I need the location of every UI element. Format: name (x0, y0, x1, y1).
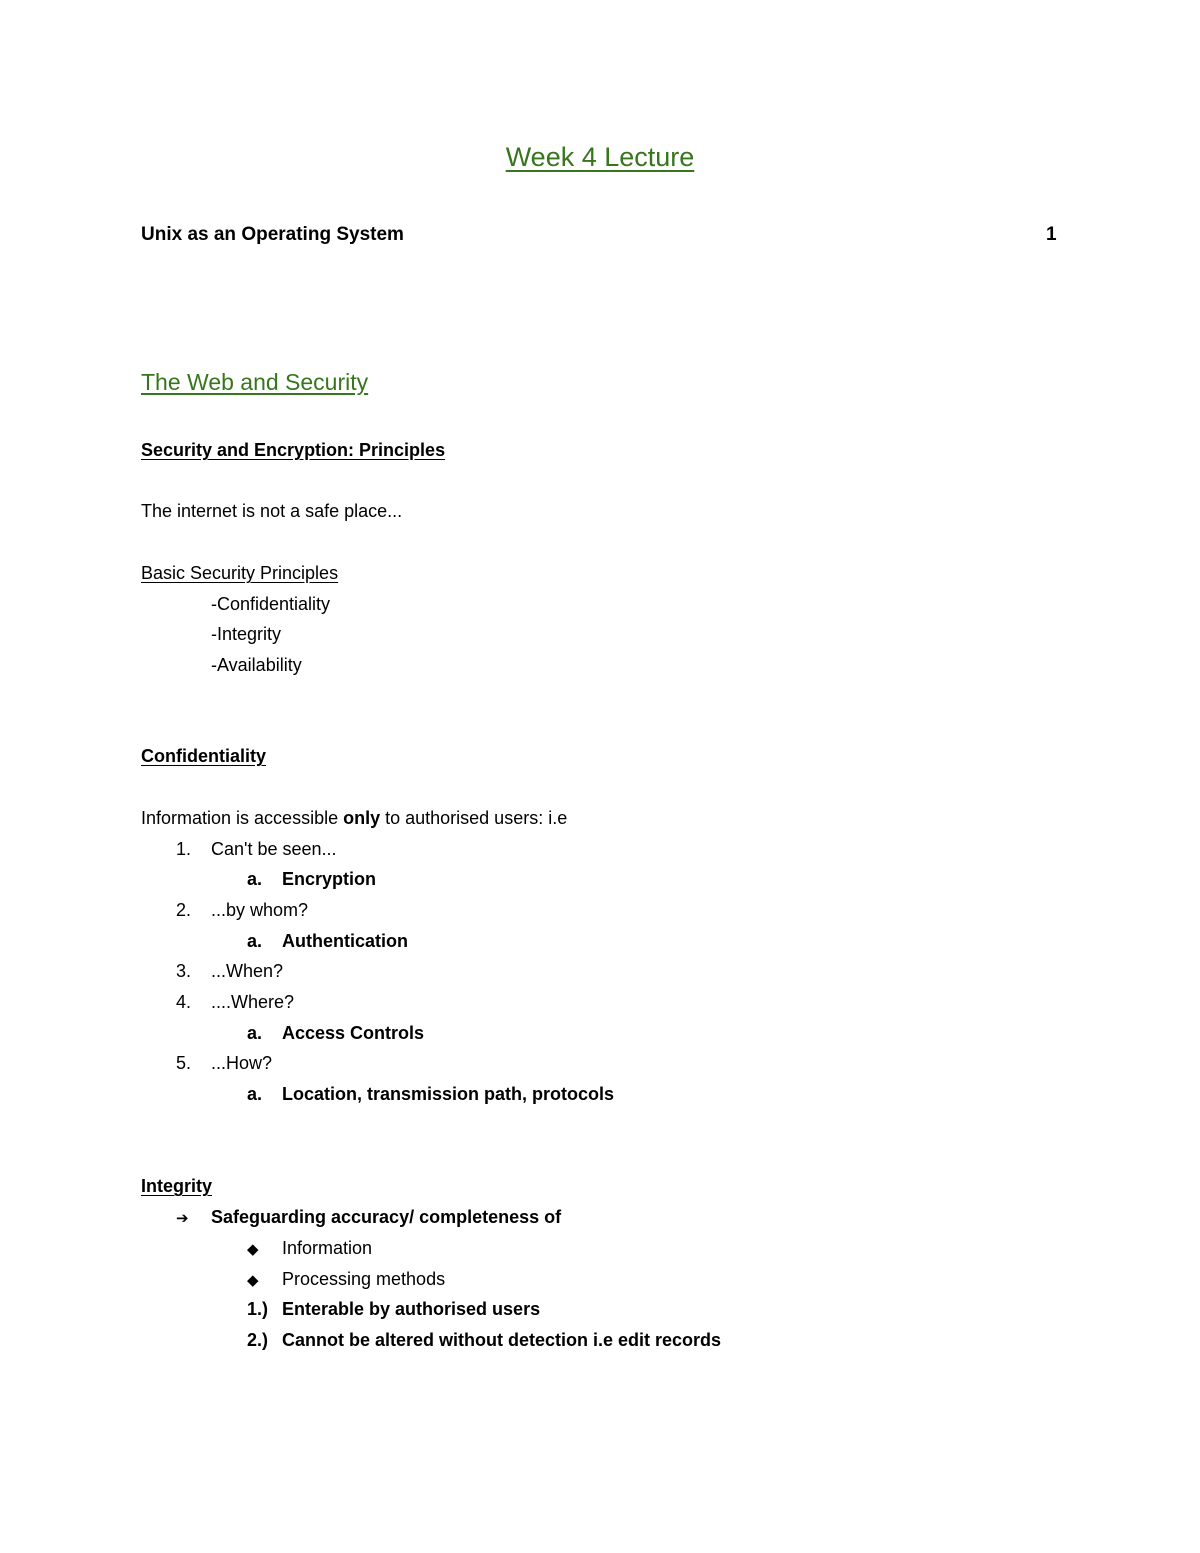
sub-marker: a. (247, 1084, 263, 1104)
sub-marker: a. (247, 1023, 263, 1043)
list-item: ...by whom? (211, 900, 309, 920)
confidentiality-lead (141, 808, 567, 829)
list-item: Can't be seen... (211, 839, 337, 859)
sub-item: Authentication (282, 931, 408, 951)
list-number: 5. (176, 1053, 192, 1073)
bullet-item: Information (282, 1238, 373, 1258)
numbered-marker: 1.) (247, 1299, 269, 1319)
sub-marker: a. (247, 869, 263, 889)
list-number: 1. (176, 839, 192, 859)
numbered-item: Enterable by authorised users (282, 1299, 541, 1319)
lead-bold: only (343, 808, 381, 828)
diamond-bullet-icon: ◆ (247, 1241, 259, 1258)
principle-item: -Integrity (211, 624, 282, 644)
section-title: The Web and Security (141, 369, 369, 395)
bullet-item: Processing methods (282, 1269, 446, 1289)
subheading-number: 1 (1046, 224, 1057, 245)
principle-item: -Confidentiality (211, 594, 331, 614)
page-title: Week 4 Lecture (505, 142, 695, 172)
list-number: 4. (176, 992, 192, 1012)
numbered-marker: 2.) (247, 1330, 269, 1350)
confidentiality-heading: Confidentiality (141, 746, 266, 766)
principle-item: -Availability (211, 655, 302, 675)
arrow-icon: ➔ (176, 1210, 189, 1227)
list-item: ...When? (211, 961, 284, 981)
sub-item: Encryption (282, 869, 377, 889)
list-item: ....Where? (211, 992, 295, 1012)
subheading: Unix as an Operating System (141, 224, 404, 245)
integrity-heading: Integrity (141, 1176, 213, 1196)
diamond-bullet-icon: ◆ (247, 1272, 259, 1289)
principles-heading: Basic Security Principles (141, 563, 339, 583)
sub-marker: a. (247, 931, 263, 951)
security-heading: Security and Encryption: Principles (141, 440, 446, 460)
sub-item: Location, transmission path, protocols (282, 1084, 615, 1104)
lead-before: Information is accessible (141, 808, 344, 828)
arrow-item: Safeguarding accuracy/ completeness of (211, 1207, 562, 1227)
lead-after: to authorised users: i.e (380, 808, 568, 828)
list-item: ...How? (211, 1053, 273, 1073)
sub-item: Access Controls (282, 1023, 425, 1043)
list-number: 3. (176, 961, 192, 981)
list-number: 2. (176, 900, 192, 920)
intro-text: The internet is not a safe place... (141, 501, 403, 521)
numbered-item: Cannot be altered without detection i.e edit records (282, 1330, 722, 1350)
